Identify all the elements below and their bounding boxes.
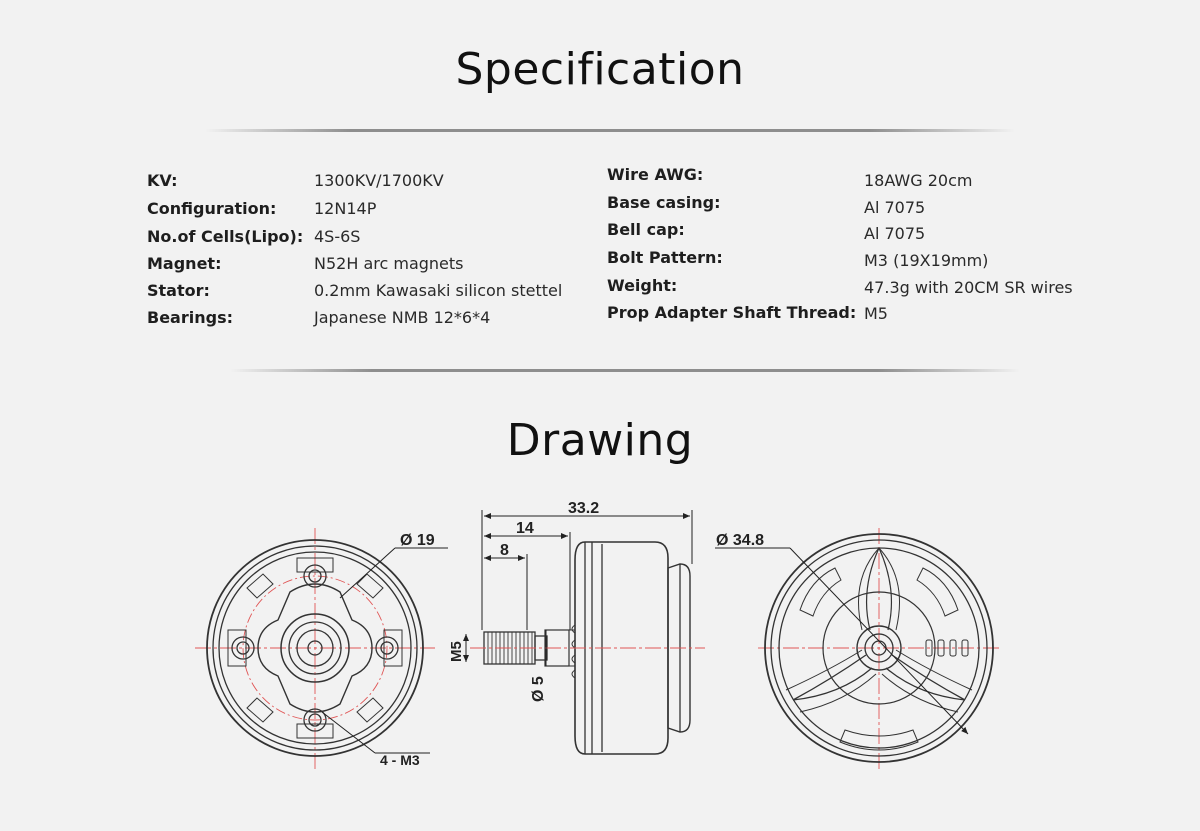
spec-label: Magnet: bbox=[147, 254, 222, 273]
drawing-title: Drawing bbox=[506, 415, 694, 466]
spec-value: Al 7075 bbox=[864, 224, 926, 243]
spec-label: Bearings: bbox=[147, 308, 233, 327]
spec-label: Weight: bbox=[607, 276, 678, 295]
dim-mount-holes-label: 4 - M3 bbox=[380, 752, 420, 768]
spec-label: Bolt Pattern: bbox=[607, 248, 723, 267]
dim-total-length-label: 33.2 bbox=[568, 500, 600, 517]
spec-value: 18AWG 20cm bbox=[864, 171, 973, 190]
spec-value: Japanese NMB 12*6*4 bbox=[314, 308, 491, 327]
spec-value: 0.2mm Kawasaki silicon stettel bbox=[314, 281, 563, 300]
spec-label: No.of Cells(Lipo): bbox=[147, 227, 304, 246]
dim-shaft-diameter-label: Ø 5 bbox=[530, 676, 547, 702]
divider-middle bbox=[230, 369, 1020, 372]
spec-value: M5 bbox=[864, 304, 888, 323]
spec-label: Bell cap: bbox=[607, 220, 685, 239]
spec-label: Wire AWG: bbox=[607, 165, 704, 184]
dim-shaft-length-label: 14 bbox=[516, 520, 534, 537]
spec-label: KV: bbox=[147, 171, 178, 190]
specification-title: Specification bbox=[455, 44, 745, 95]
spec-value: 4S-6S bbox=[314, 227, 361, 246]
spec-label: Prop Adapter Shaft Thread: bbox=[607, 303, 857, 322]
dim-thread-label: M5 bbox=[448, 641, 465, 662]
dim-bolt-circle-label: Ø 19 bbox=[400, 532, 435, 549]
dim-outer-diameter-label: Ø 34.8 bbox=[716, 532, 765, 549]
spec-value: Al 7075 bbox=[864, 198, 926, 217]
divider-top bbox=[205, 129, 1015, 132]
spec-value: 1300KV/1700KV bbox=[314, 171, 444, 190]
motor-technical-drawing bbox=[0, 480, 1200, 831]
motor-bottom-view bbox=[195, 528, 435, 770]
spec-value: 12N14P bbox=[314, 199, 377, 218]
motor-top-view bbox=[758, 528, 1000, 772]
spec-value: M3 (19X19mm) bbox=[864, 251, 989, 270]
spec-label: Base casing: bbox=[607, 193, 721, 212]
spec-label: Stator: bbox=[147, 281, 210, 300]
spec-value: N52H arc magnets bbox=[314, 254, 464, 273]
spec-value: 47.3g with 20CM SR wires bbox=[864, 278, 1073, 297]
dim-thread-length-label: 8 bbox=[500, 542, 509, 559]
spec-label: Configuration: bbox=[147, 199, 277, 218]
